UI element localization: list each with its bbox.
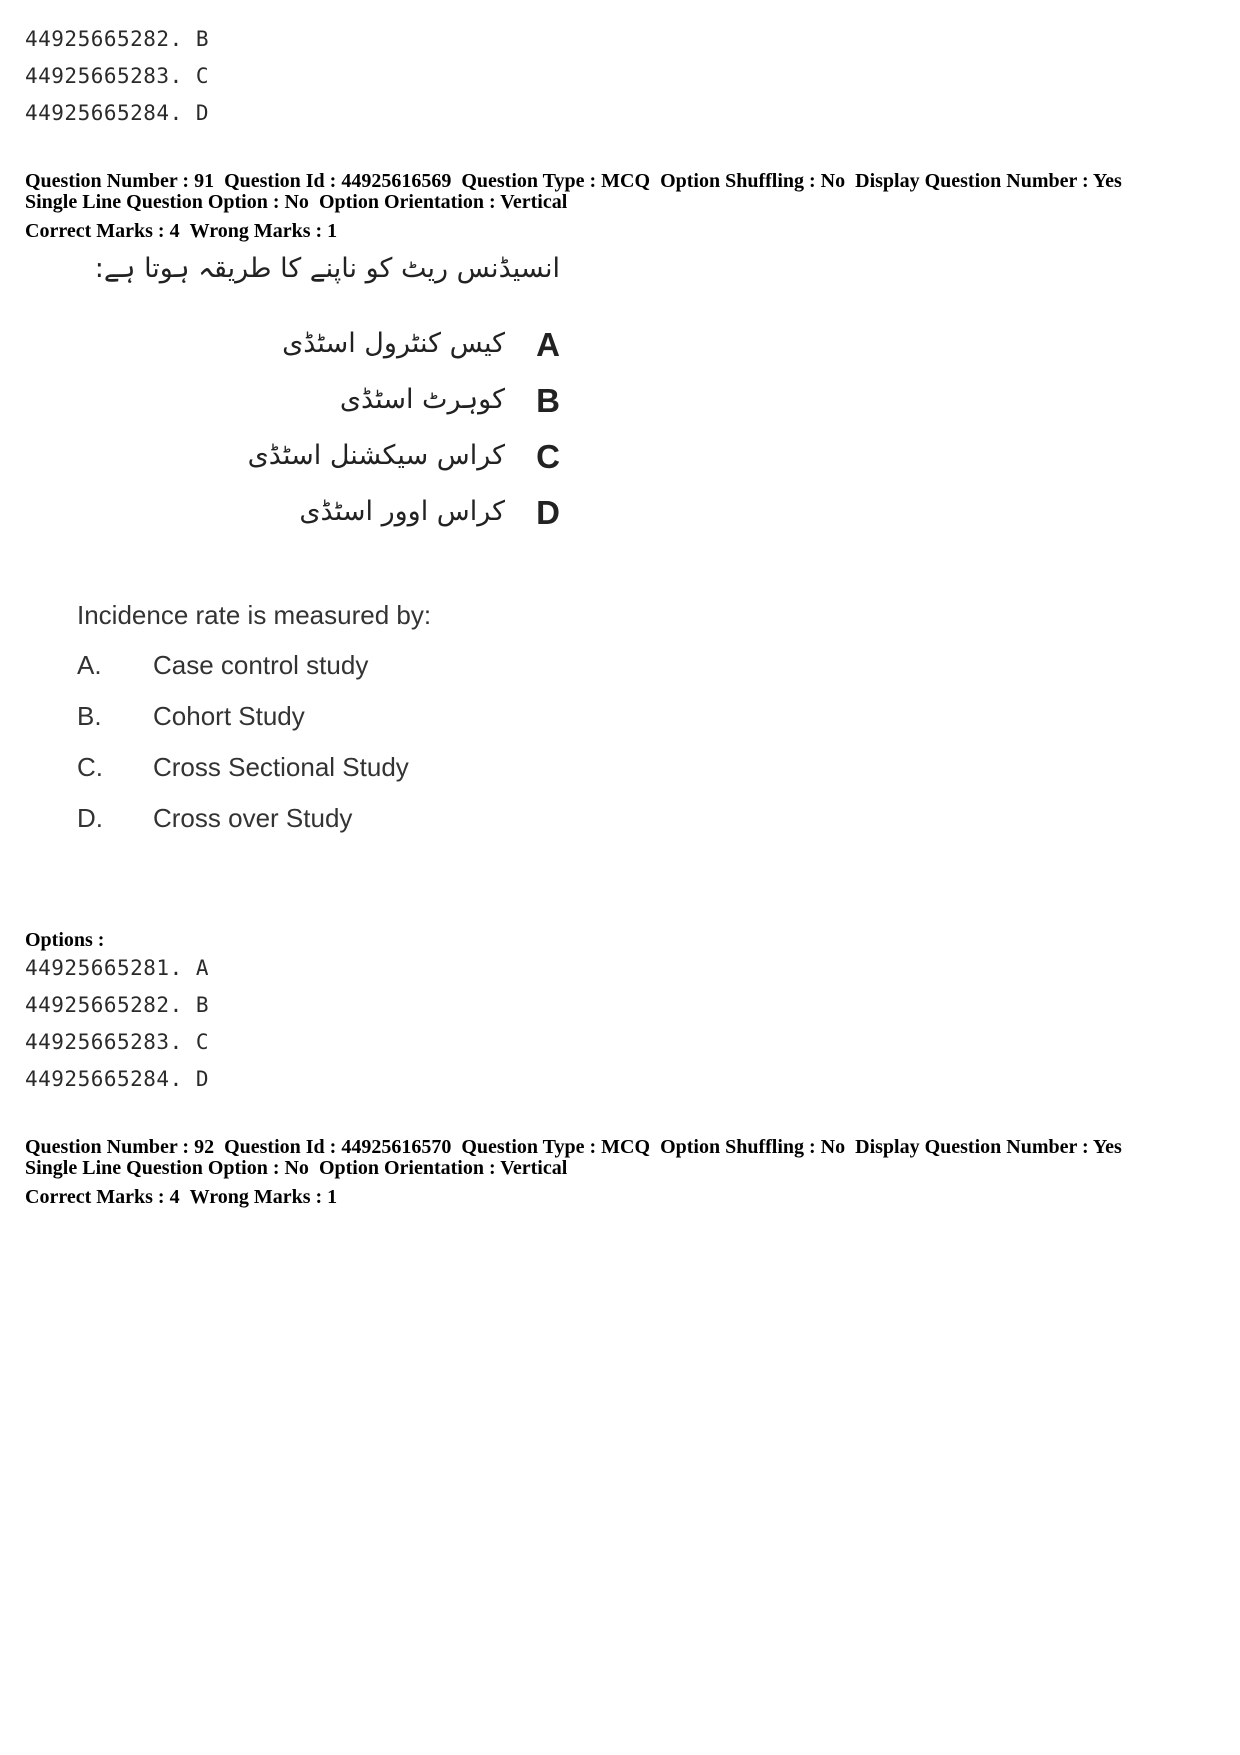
option-letter: A: [195, 956, 210, 980]
english-option-letter: C.: [77, 752, 103, 782]
option-letter: C: [195, 64, 210, 88]
english-option-a: [77, 650, 368, 681]
option-shuffling: Option Shuffling : No: [660, 1136, 846, 1158]
english-option-c: [77, 752, 409, 783]
option-row: 44925665281. A: [25, 956, 210, 980]
option-row: 44925665283. C: [25, 64, 210, 88]
urdu-option-letter: A: [536, 326, 560, 363]
option-row: 44925665283. C: [25, 1030, 210, 1054]
option-id: 44925665284: [25, 1067, 170, 1091]
option-row: 44925665282. B: [25, 993, 210, 1017]
single-line-option: Single Line Question Option : No: [25, 1157, 309, 1179]
option-id: 44925665282: [25, 993, 170, 1017]
urdu-option-text: کیس کنٹرول اسٹڈی: [282, 328, 505, 359]
question-92-marks: [25, 1187, 347, 1208]
urdu-option-a: [220, 322, 560, 372]
option-id: 44925665283: [25, 1030, 170, 1054]
urdu-option-text: کراس سیکشنل اسٹڈی: [247, 440, 505, 471]
question-image: [40, 250, 560, 865]
question-id: Question Id : 44925616569: [224, 170, 452, 192]
option-orientation: Option Orientation : Vertical: [318, 191, 568, 213]
urdu-option-c: [220, 434, 560, 484]
urdu-option-letter: B: [536, 382, 560, 419]
question-type: Question Type : MCQ: [461, 170, 651, 192]
wrong-marks: Wrong Marks : 1: [189, 220, 338, 242]
option-letter: C: [195, 1030, 210, 1054]
option-orientation: Option Orientation : Vertical: [318, 1157, 568, 1179]
option-id: 44925665282: [25, 27, 170, 51]
question-number: Question Number : 91: [25, 170, 215, 192]
option-row: 44925665282. B: [25, 27, 210, 51]
option-id: 44925665281: [25, 956, 170, 980]
english-option-text: Case control study: [153, 650, 369, 680]
english-option-b: [77, 701, 305, 732]
urdu-option-text: کوہرٹ اسٹڈی: [339, 384, 505, 415]
english-option-text: Cross over Study: [153, 803, 353, 833]
question-91-meta-line1: [25, 171, 1132, 192]
english-option-letter: D.: [77, 803, 103, 833]
option-letter: D: [195, 1067, 210, 1091]
english-option-d: [77, 803, 352, 834]
question-number: Question Number : 92: [25, 1136, 215, 1158]
correct-marks: Correct Marks : 4: [25, 220, 180, 242]
single-line-option: Single Line Question Option : No: [25, 191, 309, 213]
question-91-marks: [25, 221, 347, 242]
urdu-option-text: کراس اوور اسٹڈی: [299, 496, 505, 527]
correct-marks: Correct Marks : 4: [25, 1186, 180, 1208]
urdu-option-b: [220, 378, 560, 428]
english-option-letter: B.: [77, 701, 102, 731]
question-91-meta-line2: [25, 192, 577, 213]
display-question-number: Display Question Number : Yes: [855, 1136, 1122, 1158]
question-92-meta-line2: [25, 1158, 577, 1179]
option-id: 44925665284: [25, 101, 170, 125]
english-option-text: Cohort Study: [153, 701, 305, 731]
option-letter: B: [195, 993, 210, 1017]
wrong-marks: Wrong Marks : 1: [189, 1186, 338, 1208]
question-id: Question Id : 44925616570: [224, 1136, 452, 1158]
english-option-text: Cross Sectional Study: [153, 752, 409, 782]
urdu-option-letter: D: [536, 494, 560, 531]
question-type: Question Type : MCQ: [461, 1136, 651, 1158]
option-letter: B: [195, 27, 210, 51]
option-row: 44925665284. D: [25, 1067, 210, 1091]
urdu-option-letter: C: [536, 438, 560, 475]
option-shuffling: Option Shuffling : No: [660, 170, 846, 192]
question-92-meta-line1: [25, 1137, 1132, 1158]
display-question-number: Display Question Number : Yes: [855, 170, 1122, 192]
urdu-option-d: [220, 490, 560, 540]
english-option-letter: A.: [77, 650, 102, 680]
option-id: 44925665283: [25, 64, 170, 88]
english-question: Incidence rate is measured by:: [77, 600, 432, 630]
urdu-question: انسیڈنس ریٹ کو ناپنے کا طریقہ ہوتا ہے:: [94, 253, 560, 284]
option-letter: D: [195, 101, 210, 125]
option-row: 44925665284. D: [25, 101, 210, 125]
options-label: Options :: [25, 929, 105, 951]
